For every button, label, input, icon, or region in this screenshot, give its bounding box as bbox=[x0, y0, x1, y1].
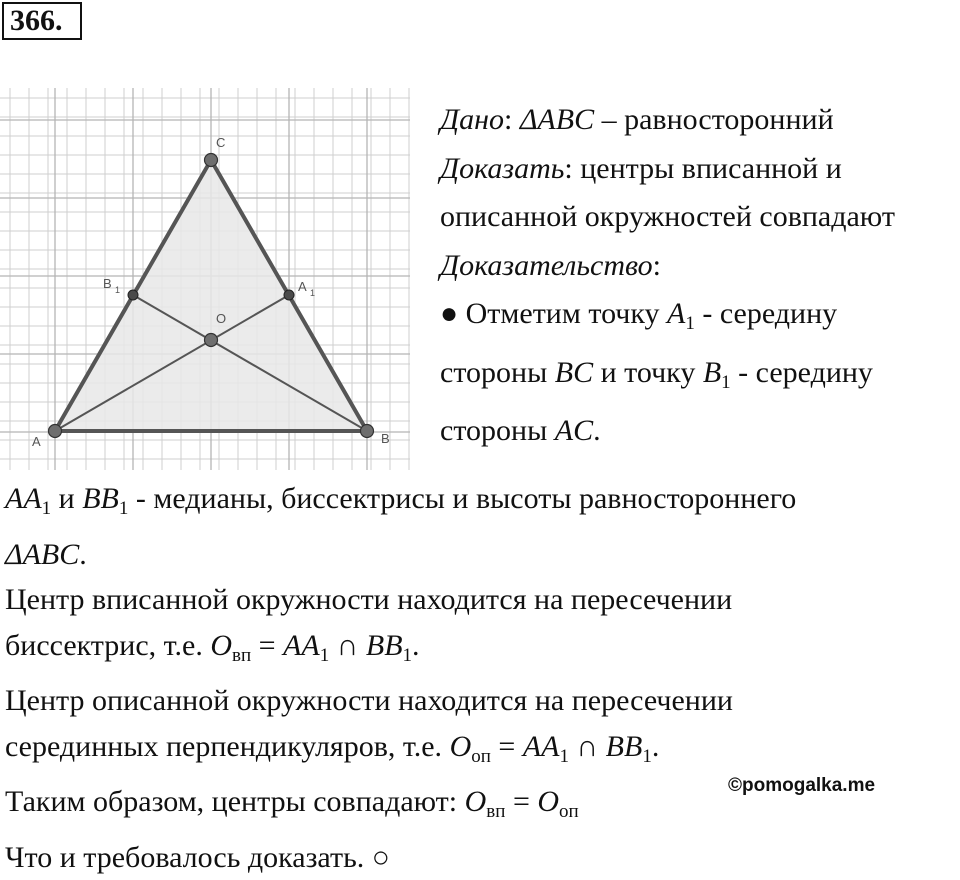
bb-sub-3: 1 bbox=[642, 746, 652, 767]
aa-sub-3: 1 bbox=[559, 746, 569, 767]
medians-line bbox=[5, 476, 955, 532]
label-b1-sub: 1 bbox=[115, 285, 120, 295]
given-expr: ΔABC bbox=[520, 103, 594, 136]
eq-sign-3: = bbox=[505, 785, 537, 818]
side-ac: AC bbox=[555, 414, 593, 447]
incenter-line-2 bbox=[5, 623, 955, 679]
incenter-line-1: Центр вписанной окружности находится на пересечении bbox=[5, 577, 955, 623]
point-b1 bbox=[128, 290, 138, 300]
bb-label-3: BB bbox=[606, 730, 643, 763]
problem-number: 366. bbox=[2, 2, 82, 40]
circumcenter-line-1: Центр описанной окружности находится на пересечении bbox=[5, 678, 955, 724]
prove-rest: : центры вписанной и bbox=[564, 152, 841, 185]
o-op-final: O bbox=[537, 785, 559, 818]
prove-line bbox=[440, 145, 960, 194]
o-vp-final-sub: вп bbox=[486, 801, 505, 822]
step1-text-1: Отметим точку bbox=[458, 297, 667, 330]
point-o bbox=[205, 334, 218, 347]
point-a1-sub: 1 bbox=[685, 313, 695, 334]
watermark: ©pomogalka.me bbox=[728, 775, 875, 797]
medians-line-2 bbox=[5, 532, 955, 578]
aa-sub: 1 bbox=[42, 498, 52, 519]
aa-label-3: AA bbox=[523, 730, 560, 763]
point-a1-name: A bbox=[667, 297, 685, 330]
prove-label: Доказать bbox=[440, 152, 564, 185]
prove-line-2: описанной окружностей совпадают bbox=[440, 193, 960, 242]
bb-label: BB bbox=[82, 482, 119, 515]
proof-line bbox=[440, 242, 960, 291]
given-label: Дано bbox=[440, 103, 504, 136]
qed-mark: ○ bbox=[372, 841, 390, 874]
qed-line bbox=[5, 835, 955, 880]
o-op: O bbox=[450, 730, 472, 763]
step1-dot: . bbox=[593, 414, 601, 447]
label-b1: B bbox=[103, 276, 112, 291]
given-rest: – равносторонний bbox=[594, 103, 834, 136]
conclusion-text: Таким образом, центры совпадают: bbox=[5, 785, 465, 818]
bb-label-2: BB bbox=[366, 629, 403, 662]
incenter-text: биссектрис, т.е. bbox=[5, 629, 210, 662]
step1-text-6: стороны bbox=[440, 414, 555, 447]
proof-label: Доказательство bbox=[440, 249, 653, 282]
step1-line-3 bbox=[440, 407, 960, 456]
bb-sub: 1 bbox=[119, 498, 129, 519]
step1-text-3: стороны bbox=[440, 356, 555, 389]
qed-text: Что и требовалось доказать. bbox=[5, 841, 372, 874]
right-column-text bbox=[440, 96, 960, 456]
aa-sub-2: 1 bbox=[320, 645, 330, 666]
bullet: ● bbox=[440, 297, 458, 330]
o-op-final-sub: оп bbox=[559, 801, 579, 822]
medians-dot: . bbox=[79, 538, 87, 571]
bb-sub-2: 1 bbox=[403, 645, 413, 666]
eq-sign: = bbox=[251, 629, 283, 662]
point-b1-sub: 1 bbox=[721, 372, 731, 393]
point-b1-name: B bbox=[703, 356, 721, 389]
circumcenter-dot: . bbox=[652, 730, 660, 763]
label-a: A bbox=[32, 434, 41, 449]
eq-sign-2: = bbox=[491, 730, 523, 763]
cap-sign: ∩ bbox=[329, 629, 366, 662]
geometry-figure bbox=[0, 88, 410, 470]
point-a1 bbox=[284, 290, 294, 300]
step1-text-4: и точку bbox=[593, 356, 703, 389]
label-a1-sub: 1 bbox=[310, 288, 315, 298]
side-bc: BC bbox=[555, 356, 593, 389]
triangle-name: ΔABC bbox=[5, 538, 79, 571]
circumcenter-text: серединных перпендикуляров, т.е. bbox=[5, 730, 450, 763]
label-o: O bbox=[216, 311, 226, 326]
circumcenter-line-2 bbox=[5, 724, 955, 780]
step1-line-2 bbox=[440, 349, 960, 408]
aa-label: AA bbox=[5, 482, 42, 515]
cap-sign-2: ∩ bbox=[569, 730, 606, 763]
aa-label-2: AA bbox=[283, 629, 320, 662]
label-b: B bbox=[381, 431, 390, 446]
o-vp: O bbox=[210, 629, 232, 662]
incenter-dot: . bbox=[412, 629, 420, 662]
step1-text-2: - середину bbox=[695, 297, 837, 330]
bottom-text bbox=[5, 476, 955, 880]
o-vp-sub: вп bbox=[232, 645, 251, 666]
point-a bbox=[49, 425, 62, 438]
point-b bbox=[361, 425, 374, 438]
triangle-abc bbox=[55, 160, 367, 431]
o-op-sub: оп bbox=[471, 746, 491, 767]
step1-text-5: - середину bbox=[731, 356, 873, 389]
and-text: и bbox=[51, 482, 82, 515]
medians-rest: - медианы, биссектрисы и высоты равностороннего bbox=[128, 482, 796, 515]
point-c bbox=[205, 154, 218, 167]
proof-colon: : bbox=[653, 249, 661, 282]
given-line bbox=[440, 96, 960, 145]
label-a1: A bbox=[298, 279, 307, 294]
o-vp-final: O bbox=[465, 785, 487, 818]
label-c: C bbox=[216, 135, 225, 150]
given-sep: : bbox=[504, 103, 520, 136]
step1-line-1 bbox=[440, 290, 960, 349]
